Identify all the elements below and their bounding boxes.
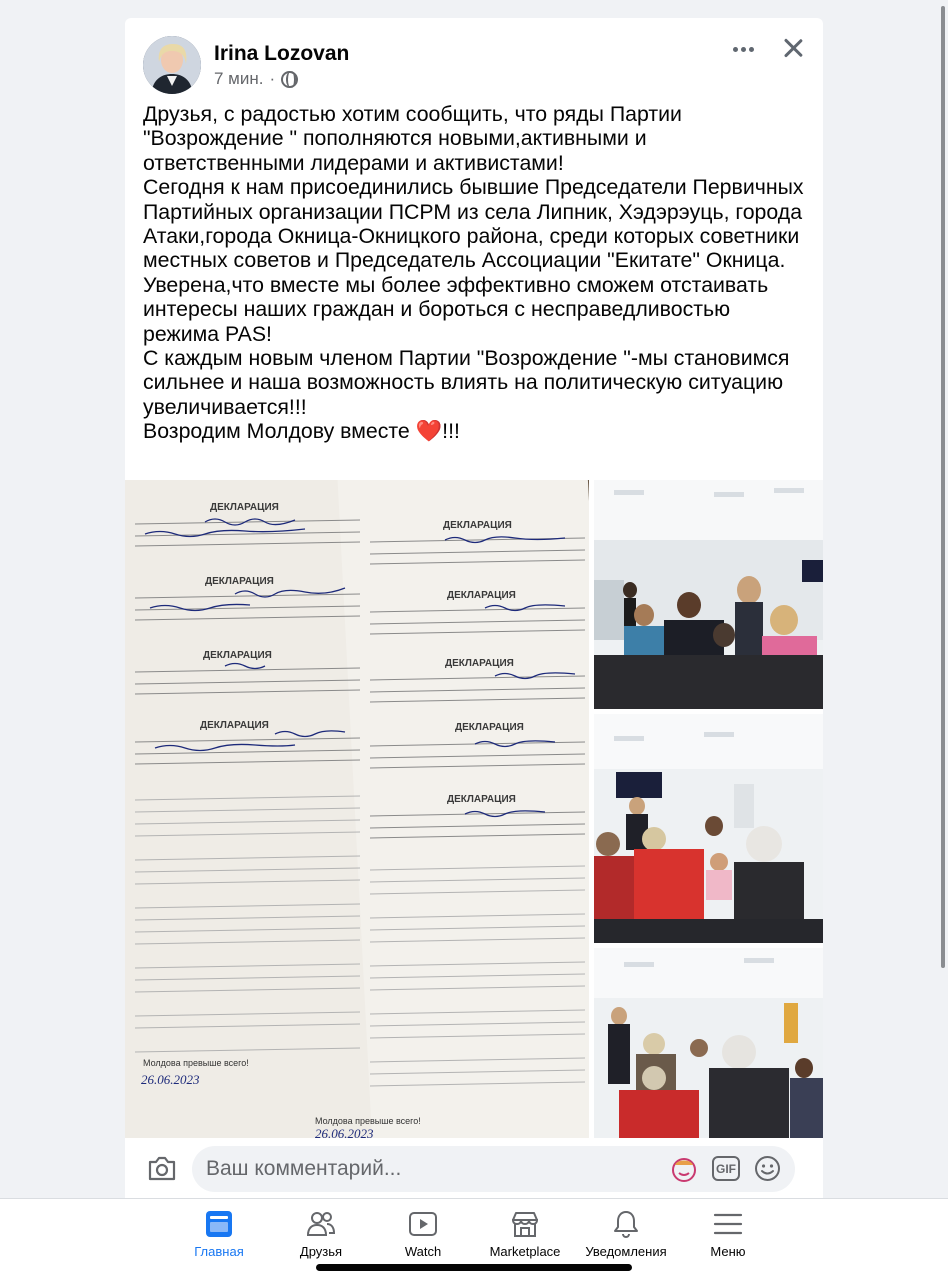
declaration-heading: ДЕКЛАРАЦИЯ	[455, 722, 524, 733]
menu-icon	[712, 1209, 744, 1239]
photo-grid	[125, 480, 823, 1138]
dot-icon	[741, 47, 746, 52]
home-feed-icon	[203, 1209, 235, 1239]
post-last-line-suffix: !!!	[442, 419, 460, 444]
post-paragraph: Сегодня к нам присоединились бывшие Председатели Первичных Партийных организации ПСРМ из села Липник, Хэдэрэуць, города Атаки,города Окница-Окницкого района, среди которых советники местных советов и Председатель Ассоциации "Екитате" Окница.	[143, 175, 804, 273]
meeting-photo-1[interactable]	[594, 480, 823, 709]
meeting-photo-2[interactable]	[594, 714, 823, 943]
meeting-photo-3[interactable]	[594, 948, 823, 1138]
more-options-button[interactable]	[727, 36, 759, 62]
watch-icon	[407, 1209, 439, 1239]
declaration-heading: ДЕКЛАРАЦИЯ	[200, 720, 269, 731]
dot-icon	[733, 47, 738, 52]
post-last-line-text: Возродим Молдову вместе	[143, 419, 416, 444]
declaration-footer: Молдова превыше всего!	[143, 1058, 249, 1068]
nav-item-home[interactable]	[164, 1209, 274, 1259]
nav-item-menu[interactable]	[673, 1209, 783, 1259]
comment-bar	[125, 1138, 823, 1198]
post-paragraph: Друзья, с радостью хотим сообщить, что ряды Партии "Возрождение " пополняются новыми,активными и ответственными лидерами и активистами!	[143, 102, 682, 175]
author-name[interactable]: Irina Lozovan	[214, 42, 350, 65]
nav-item-marketplace[interactable]	[470, 1209, 580, 1259]
nav-label: Друзья	[299, 1244, 343, 1259]
friends-icon	[305, 1209, 337, 1239]
declaration-heading: ДЕКЛАРАЦИЯ	[445, 658, 514, 669]
declaration-footer: Молдова превыше всего!	[315, 1116, 421, 1126]
camera-icon[interactable]	[147, 1155, 177, 1181]
nav-item-notifications[interactable]	[571, 1209, 681, 1259]
avatar-sticker-icon[interactable]	[670, 1155, 698, 1183]
nav-label: Меню	[710, 1244, 746, 1259]
post-paragraph: С каждым новым членом Партии "Возрождение "-мы становимся сильнее и наша возможность влиять на политическую ситуацию увеличивается!!!	[143, 346, 790, 419]
emoji-icon[interactable]	[754, 1155, 781, 1182]
post-card	[125, 18, 823, 1198]
post-meta	[214, 69, 298, 89]
nav-label: Marketplace	[489, 1244, 561, 1259]
declarations-photo[interactable]	[125, 480, 589, 1138]
declaration-heading: ДЕКЛАРАЦИЯ	[447, 794, 516, 805]
declaration-heading: ДЕКЛАРАЦИЯ	[205, 576, 274, 587]
gif-icon[interactable]: GIF	[712, 1156, 740, 1181]
post-text	[143, 102, 811, 444]
dot-icon	[749, 47, 754, 52]
nav-item-watch[interactable]	[368, 1209, 478, 1259]
declaration-date: 26.06.2023	[141, 1072, 200, 1087]
post-last-line	[143, 419, 811, 443]
home-indicator[interactable]	[316, 1264, 632, 1271]
heart-emoji-icon: ❤️	[415, 419, 443, 444]
page-scrollbar[interactable]	[941, 6, 945, 968]
marketplace-icon	[509, 1209, 541, 1239]
nav-label: Watch	[404, 1244, 442, 1259]
post-time[interactable]: 7 мин.	[214, 69, 264, 88]
post-header	[125, 18, 823, 102]
comment-input[interactable]	[192, 1146, 795, 1192]
close-icon[interactable]	[777, 32, 809, 64]
bell-icon	[610, 1209, 642, 1239]
nav-label: Главная	[194, 1244, 244, 1259]
declaration-heading: ДЕКЛАРАЦИЯ	[210, 502, 279, 513]
declaration-heading: ДЕКЛАРАЦИЯ	[203, 650, 272, 661]
author-avatar[interactable]	[143, 36, 201, 94]
declaration-date: 26.06.2023	[315, 1126, 374, 1138]
meta-separator: ·	[269, 69, 276, 88]
declaration-heading: ДЕКЛАРАЦИЯ	[447, 590, 516, 601]
globe-icon	[281, 71, 298, 88]
declaration-heading: ДЕКЛАРАЦИЯ	[443, 520, 512, 531]
nav-item-friends[interactable]	[266, 1209, 376, 1259]
post-paragraph: Уверена,что вместе мы более эффективно сможем отстаивать интересы наших граждан и бороться с несправедливостью режима PAS!	[143, 272, 769, 346]
nav-label: Уведомления	[585, 1244, 667, 1259]
